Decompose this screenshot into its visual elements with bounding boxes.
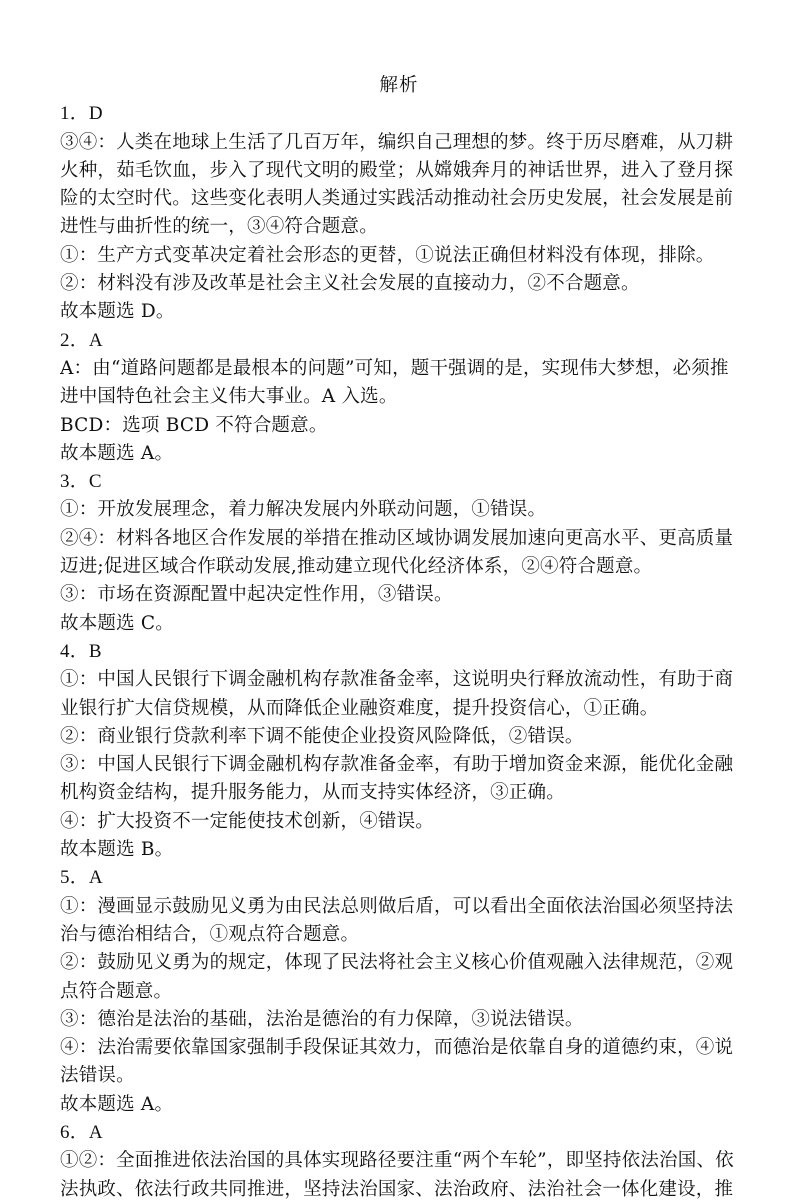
explanation-line: ①：生产方式变革决定着社会形态的更替，①说法正确但材料没有体现，排除。 <box>60 244 715 266</box>
explanation-line: 进性与曲折性的统一，③④符合题意。 <box>60 216 378 238</box>
explanation-line: ②：材料没有涉及改革是社会主义社会发展的直接动力，②不合题意。 <box>60 273 640 295</box>
answer-block <box>60 327 738 468</box>
explanation-line: 险的太空时代。这些变化表明人类通过实践活动推动社会历史发展，社会发展是前 <box>60 188 734 210</box>
explanation-line: ③：市场在资源配置中起决定性作用，③错误。 <box>60 584 453 606</box>
question-answer-label: 3．C <box>60 471 102 493</box>
answer-block <box>60 638 738 864</box>
explanation-line: 故本题选 B。 <box>60 839 174 861</box>
explanation-line: 故本题选 C。 <box>60 612 174 634</box>
explanation-line: ②：鼓励见义勇为的规定，体现了民法将社会主义核心价值观融入法律规范，②观 <box>60 952 734 974</box>
question-answer-label: 1．D <box>60 103 103 125</box>
answer-block <box>60 864 738 1119</box>
explanation-line: ③④：人类在地球上生活了几百万年，编织自己理想的梦。终于历尽磨难，从刀耕 <box>60 131 734 153</box>
explanation-line: 火种，茹毛饮血，步入了现代文明的殿堂；从嫦娥奔月的神话世界，进入了登月探 <box>60 159 734 181</box>
explanation-line: 故本题选 D。 <box>60 301 175 323</box>
answer-block <box>60 100 738 326</box>
explanation-line: ①：开放发展理念，着力解决发展内外联动问题，①错误。 <box>60 499 547 521</box>
question-answer-label: 6．A <box>60 1121 103 1143</box>
explanation-line: ②：商业银行贷款利率下调不能使企业投资风险降低，②错误。 <box>60 725 584 747</box>
explanation-line: 故本题选 A。 <box>60 1093 174 1115</box>
explanation-line: 治与德治相结合，①观点符合题意。 <box>60 923 360 945</box>
explanation-line: 法错误。 <box>60 1065 135 1087</box>
explanation-line: ④：扩大投资不一定能使技术创新，④错误。 <box>60 810 435 832</box>
explanation-line: ③：中国人民银行下调金融机构存款准备金率，有助于增加资金来源，能优化金融 <box>60 754 734 776</box>
explanation-line: A：由“道路问题都是最根本的问题”可知，题干强调的是，实现伟大梦想，必须推 <box>60 357 729 379</box>
explanation-line: ④：法治需要依靠国家强制手段保证其效力，而德治是依靠自身的道德约束，④说 <box>60 1037 734 1059</box>
explanation-line: BCD：选项 BCD 不符合题意。 <box>60 414 328 436</box>
explanation-line: 点符合题意。 <box>60 980 173 1002</box>
explanation-line: 迈进;促进区域合作联动发展,推动建立现代化经济体系，②④符合题意。 <box>60 556 653 578</box>
explanation-line: ②④：材料各地区合作发展的举措在推动区域协调发展加速向更高水平、更高质量 <box>60 527 734 549</box>
answer-list <box>60 100 738 1204</box>
question-answer-label: 5．A <box>60 867 103 889</box>
question-answer-label: 4．B <box>60 640 102 662</box>
explanation-line: ①：中国人民银行下调金融机构存款准备金率，这说明央行释放流动性，有助于商 <box>60 669 734 691</box>
explanation-line: 法执政、依法行政共同推进，坚持法治国家、法治政府、法治社会一体化建设，推 <box>60 1178 734 1200</box>
page-title: 解析 <box>379 75 419 96</box>
question-answer-label: 2．A <box>60 329 103 351</box>
explanation-line: 机构资金结构，提升服务能力，从而支持实体经济，③正确。 <box>60 782 565 804</box>
explanation-line: ①②：全面推进依法治国的具体实现路径要注重“两个车轮”，即坚持依法治国、依 <box>60 1150 734 1172</box>
explanation-line: 业银行扩大信贷规模，从而降低企业融资难度，提升投资信心，①正确。 <box>60 697 659 719</box>
explanation-line: ③：德治是法治的基础，法治是德治的有力保障，③说法错误。 <box>60 1008 584 1030</box>
explanation-line: 故本题选 A。 <box>60 442 174 464</box>
explanation-line: 进中国特色社会主义伟大事业。A 入选。 <box>60 386 398 408</box>
answer-block <box>60 468 738 638</box>
explanation-line: ①：漫画显示鼓励见义勇为由民法总则做后盾，可以看出全面依法治国必须坚持法 <box>60 895 734 917</box>
